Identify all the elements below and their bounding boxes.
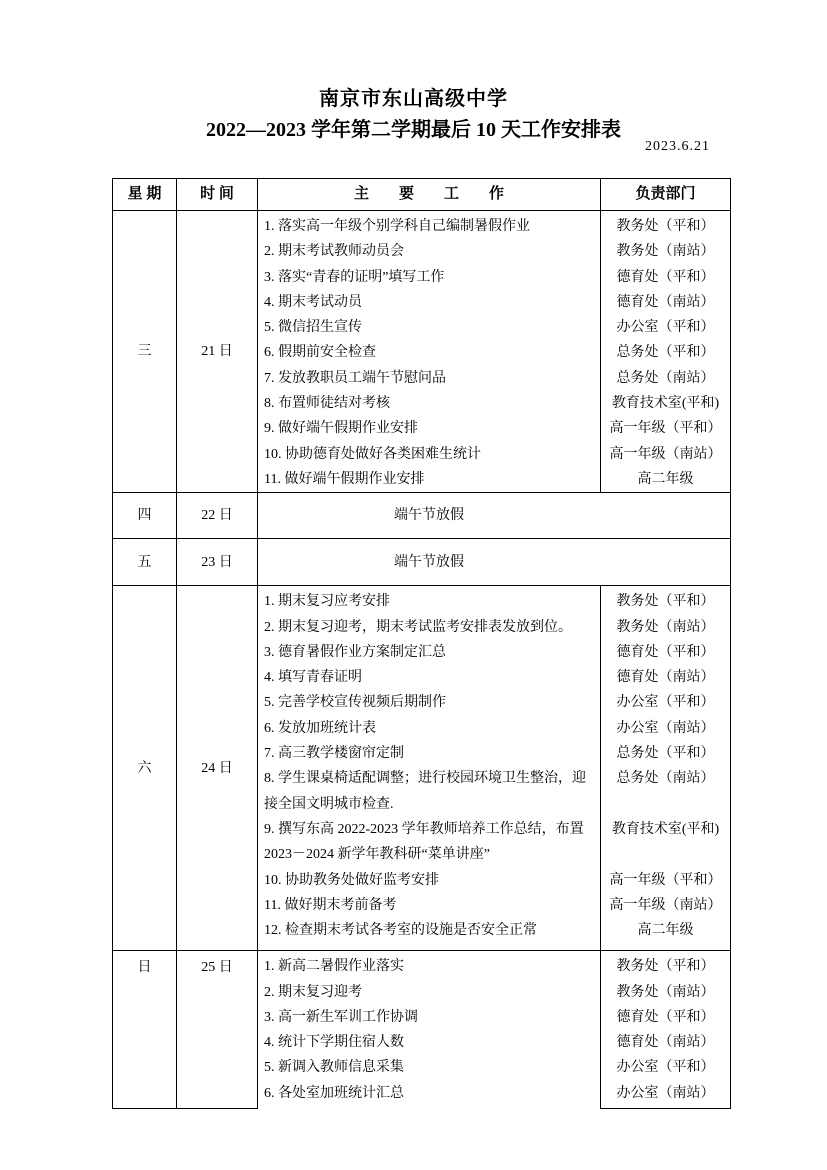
date-cell: 24 日 [177, 586, 258, 950]
task-text: 6. 各处室加班统计汇总 [264, 1085, 404, 1101]
task-text: 11. 做好期末考前备考 [264, 897, 397, 913]
schedule-table-body [113, 211, 730, 1109]
task-department: 高二年级 [600, 918, 730, 950]
schedule-row [113, 211, 730, 493]
task-line [258, 690, 730, 715]
task-department: 办公室（南站） [600, 716, 730, 741]
task-text: 4. 期末考试动员 [264, 294, 362, 310]
task-text: 12. 检查期末考试各考室的设施是否安全正常 [264, 923, 537, 939]
task-text: 2. 期末复习迎考，期末考试监考安排表发放到位。 [264, 619, 572, 635]
task-text: 6. 假期前安全检查 [264, 345, 376, 361]
table-header-row [113, 179, 730, 211]
task-text: 2. 期末考试教师动员会 [264, 244, 404, 260]
task-text: 3. 德育暑假作业方案制定汇总 [264, 644, 446, 660]
task-text: 1. 期末复习应考安排 [264, 594, 390, 610]
task-text: 9. 做好端午假期作业安排 [264, 421, 418, 437]
task-line [258, 1005, 730, 1030]
task-line [258, 265, 730, 290]
task-text: 7. 高三教学楼窗帘定制 [264, 746, 404, 762]
task-text: 6. 发放加班统计表 [264, 720, 376, 736]
task-line [258, 1081, 730, 1110]
tasks-column [258, 951, 730, 1109]
task-line [258, 211, 730, 239]
weekday-cell: 六 [113, 586, 177, 950]
page-title: 南京市东山高级中学 [319, 88, 508, 110]
schedule-row [113, 951, 730, 1109]
task-text: 3. 落实“青春的证明”填写工作 [264, 269, 445, 285]
holiday-cell [258, 539, 730, 585]
task-department: 办公室（平和） [600, 1055, 730, 1080]
task-line [258, 741, 730, 766]
header-department: 负责部门 [600, 179, 730, 210]
task-line [258, 416, 730, 441]
task-department: 高一年级（南站） [600, 442, 730, 467]
task-line [258, 586, 730, 614]
task-text: 7. 发放教职员工端午节慰问品 [264, 370, 446, 386]
task-department: 教务处（平和） [600, 211, 730, 239]
task-department: 总务处（平和） [600, 741, 730, 766]
task-line [258, 716, 730, 741]
holiday-cell [258, 493, 730, 538]
weekday-cell: 三 [113, 211, 177, 492]
task-text: 10. 协助教务处做好监考安排 [264, 872, 439, 888]
date-cell: 21 日 [177, 211, 258, 492]
date-cell: 22 日 [177, 493, 258, 538]
task-text: 1. 新高二暑假作业落实 [264, 959, 404, 975]
task-line [258, 391, 730, 416]
tasks-column [258, 586, 730, 950]
task-line [258, 442, 730, 467]
task-line [258, 315, 730, 340]
task-department: 高一年级（南站） [600, 893, 730, 918]
task-text: 5. 新调入教师信息采集 [264, 1060, 404, 1076]
holiday-text: 端午节放假 [394, 554, 464, 570]
header-weekday: 星 期 [113, 179, 177, 210]
task-department: 教务处（南站） [600, 615, 730, 640]
task-line [258, 467, 730, 492]
task-department: 德育处（南站） [600, 290, 730, 315]
task-text: 3. 高一新生军训工作协调 [264, 1009, 418, 1025]
task-line [258, 1055, 730, 1080]
task-department: 教务处（平和） [600, 951, 730, 979]
task-line [258, 640, 730, 665]
task-text: 5. 微信招生宣传 [264, 320, 362, 336]
task-department: 德育处（南站） [600, 1030, 730, 1055]
task-department: 总务处（南站） [600, 366, 730, 391]
weekday-cell: 日 [113, 951, 177, 1109]
task-line [258, 615, 730, 640]
weekday-cell: 五 [113, 539, 177, 585]
task-line [258, 980, 730, 1005]
task-department: 德育处（平和） [600, 640, 730, 665]
task-text: 4. 填写青春证明 [264, 670, 362, 686]
task-line [258, 893, 730, 918]
task-department: 教务处（平和） [600, 586, 730, 614]
task-department: 德育处（平和） [600, 1005, 730, 1030]
task-line [258, 290, 730, 315]
task-department: 教务处（南站） [600, 239, 730, 264]
header-time: 时 间 [177, 179, 258, 210]
schedule-row [113, 493, 730, 539]
task-department: 德育处（南站） [600, 665, 730, 690]
task-department: 总务处（南站） [600, 766, 730, 817]
schedule-row [113, 539, 730, 586]
task-line [258, 918, 730, 950]
task-line [258, 817, 730, 868]
page-subtitle: 2022—2023 学年第二学期最后 10 天工作安排表 [206, 119, 621, 141]
task-line [258, 1030, 730, 1055]
task-text: 1. 落实高一年级个别学科自己编制暑假作业 [264, 219, 530, 234]
date-cell: 25 日 [177, 951, 258, 1109]
holiday-text: 端午节放假 [394, 508, 464, 524]
task-text: 4. 统计下学期住宿人数 [264, 1035, 404, 1051]
task-department: 教育技术室(平和) [600, 817, 730, 868]
task-text: 8. 学生课桌椅适配调整；进行校园环境卫生整治，迎接全国文明城市检查. [264, 771, 586, 812]
header-main-work: 主 要 工 作 [353, 185, 504, 202]
schedule-row [113, 586, 730, 951]
tasks-column [258, 211, 730, 492]
task-text: 2. 期末复习迎考 [264, 984, 362, 1000]
task-line [258, 951, 730, 979]
task-line [258, 766, 730, 817]
task-department: 教务处（南站） [600, 980, 730, 1005]
task-department: 高一年级（平和） [600, 416, 730, 441]
task-department: 总务处（平和） [600, 340, 730, 365]
task-line [258, 366, 730, 391]
task-line [258, 868, 730, 893]
task-department: 办公室（平和） [600, 690, 730, 715]
document-date: 2023.6.21 [645, 139, 710, 154]
task-text: 10. 协助德育处做好各类困难生统计 [264, 446, 481, 462]
task-text: 9. 撰写东高 2022-2023 学年教师培养工作总结，布置 2023－2024 新学年教科研“菜单讲座” [264, 821, 584, 863]
task-line [258, 340, 730, 365]
task-department: 高一年级（平和） [600, 868, 730, 893]
task-line [258, 239, 730, 264]
task-department: 德育处（平和） [600, 265, 730, 290]
task-department: 高二年级 [600, 467, 730, 492]
task-text: 5. 完善学校宣传视频后期制作 [264, 695, 446, 711]
task-line [258, 665, 730, 690]
task-text: 8. 布置师徒结对考核 [264, 396, 390, 412]
task-department: 办公室（平和） [600, 315, 730, 340]
task-text: 11. 做好端午假期作业安排 [264, 471, 425, 487]
weekday-cell: 四 [113, 493, 177, 538]
date-cell: 23 日 [177, 539, 258, 585]
task-department: 办公室（南站） [600, 1081, 730, 1110]
task-department: 教育技术室(平和) [600, 391, 730, 416]
schedule-table [112, 178, 731, 1109]
